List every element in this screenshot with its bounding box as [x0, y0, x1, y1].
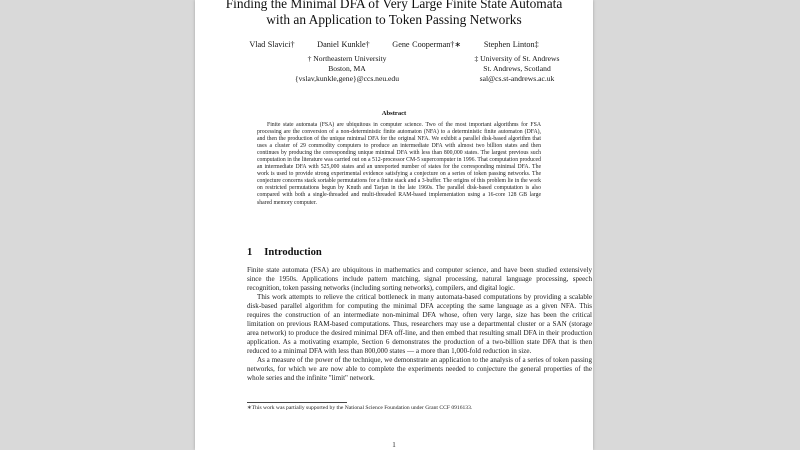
- title-line-2: with an Application to Token Passing Networks: [266, 12, 522, 27]
- section-number: 1: [247, 247, 253, 258]
- author-3: Gene Cooperman†∗: [392, 40, 462, 49]
- affil-left-line-1: † Northeastern University: [307, 54, 387, 63]
- abstract-text: Finite state automata (FSA) are ubiquitous in computer science. Two of the most important algorithms for FSA processing are the conversion of a non-deterministic finite automaton (NFA) to a deterministic finite automaton (DFA), and then the production of the unique minimal DFA for the original NFA. We exhibit a parallel disk-based algorithm that uses a cluster of 29 commodity computers to produce an intermediate DFA with almost two billion states and then continues by producing the corresponding unique minimal DFA with less than 800,000 states. The largest previous such computation in the literature was carried out on a 512-processor CM-5 supercomputer in 1996. That computation produced an intermediate DFA with 525,000 states and an unreported number of states for the corresponding minimal DFA. The work is used to provide strong experimental evidence satisfying a conjecture on a series of token passing networks. The conjecture concerns stack sortable permutations for a finite stack and a 3-buffer. The origins of this problem lie in the work on restricted permutations begun by Knuth and Tarjan in the late 1960s. The parallel disk-based computation is also compared with both a single-threaded and multi-threaded RAM-based implementation using a 16-core 128 GB large shared memory computer.: [257, 122, 541, 206]
- abstract-heading: Abstract: [381, 110, 407, 117]
- affil-left-line-3: {vslav,kunkle,gene}@ccs.neu.edu: [294, 74, 400, 83]
- affil-right-line-1: ‡ University of St. Andrews: [474, 54, 560, 63]
- title-line-1: Finding the Minimal DFA of Very Large Finite State Automata: [225, 0, 563, 11]
- intro-paragraph-3: As a measure of the power of the technique, we demonstrate an application to the analysis of a series of token passing networks, for which we are now able to complete the experiments needed to conjecture the general properties of the whole series and the infinite "limit" network.: [247, 356, 592, 382]
- affil-right-line-3: sal@cs.st-andrews.ac.uk: [479, 74, 555, 83]
- paper-page: [195, 0, 593, 450]
- author-1: Vlad Slavici†: [249, 40, 295, 49]
- section-title: Introduction: [264, 247, 322, 258]
- intro-paragraph-1: Finite state automata (FSA) are ubiquitous in mathematics and computer science, and have been studied extensively since the 1950s. Applications include pattern matching, signal processing, natural language processing, speech recognition, token passing networks (including sorting networks), compilers, and digital logic.: [247, 266, 592, 292]
- intro-body: [247, 266, 592, 383]
- affiliation-st-andrews: [457, 54, 577, 84]
- paper-title: [195, 0, 593, 28]
- affiliation-northeastern: [287, 54, 407, 84]
- affil-right-line-2: St. Andrews, Scotland: [483, 64, 551, 73]
- footnote: ∗This work was partially supported by the National Science Foundation under Grant CCF 0916133.: [247, 405, 473, 411]
- author-list: [195, 39, 593, 49]
- page-number: 1: [392, 441, 396, 449]
- affil-left-line-2: Boston, MA: [328, 64, 366, 73]
- author-4: Stephen Linton‡: [483, 40, 539, 49]
- footnote-rule: [247, 402, 347, 403]
- section-heading: [247, 247, 322, 258]
- intro-paragraph-2: This work attempts to relieve the critical bottleneck in many automata-based computations by providing a scalable disk-based parallel algorithm for computing the minimal DFA accepting the same language as a given NFA. This requires the construction of an intermediate non-minimal DFA whose, often very large, size has been the critical limitation on previous RAM-based computations. Thus, researchers may use a departmental cluster or a SAN (storage area network) to produce the desired minimal DFA off-line, and then embed that resulting small DFA in their production application. As a motivating example, Section 6 demonstrates the production of a two-billion state DFA that is then reduced to a minimal DFA with less than 800,000 states — a more than 1,000-fold reduction in size.: [247, 293, 592, 355]
- author-2: Daniel Kunkle†: [317, 40, 370, 49]
